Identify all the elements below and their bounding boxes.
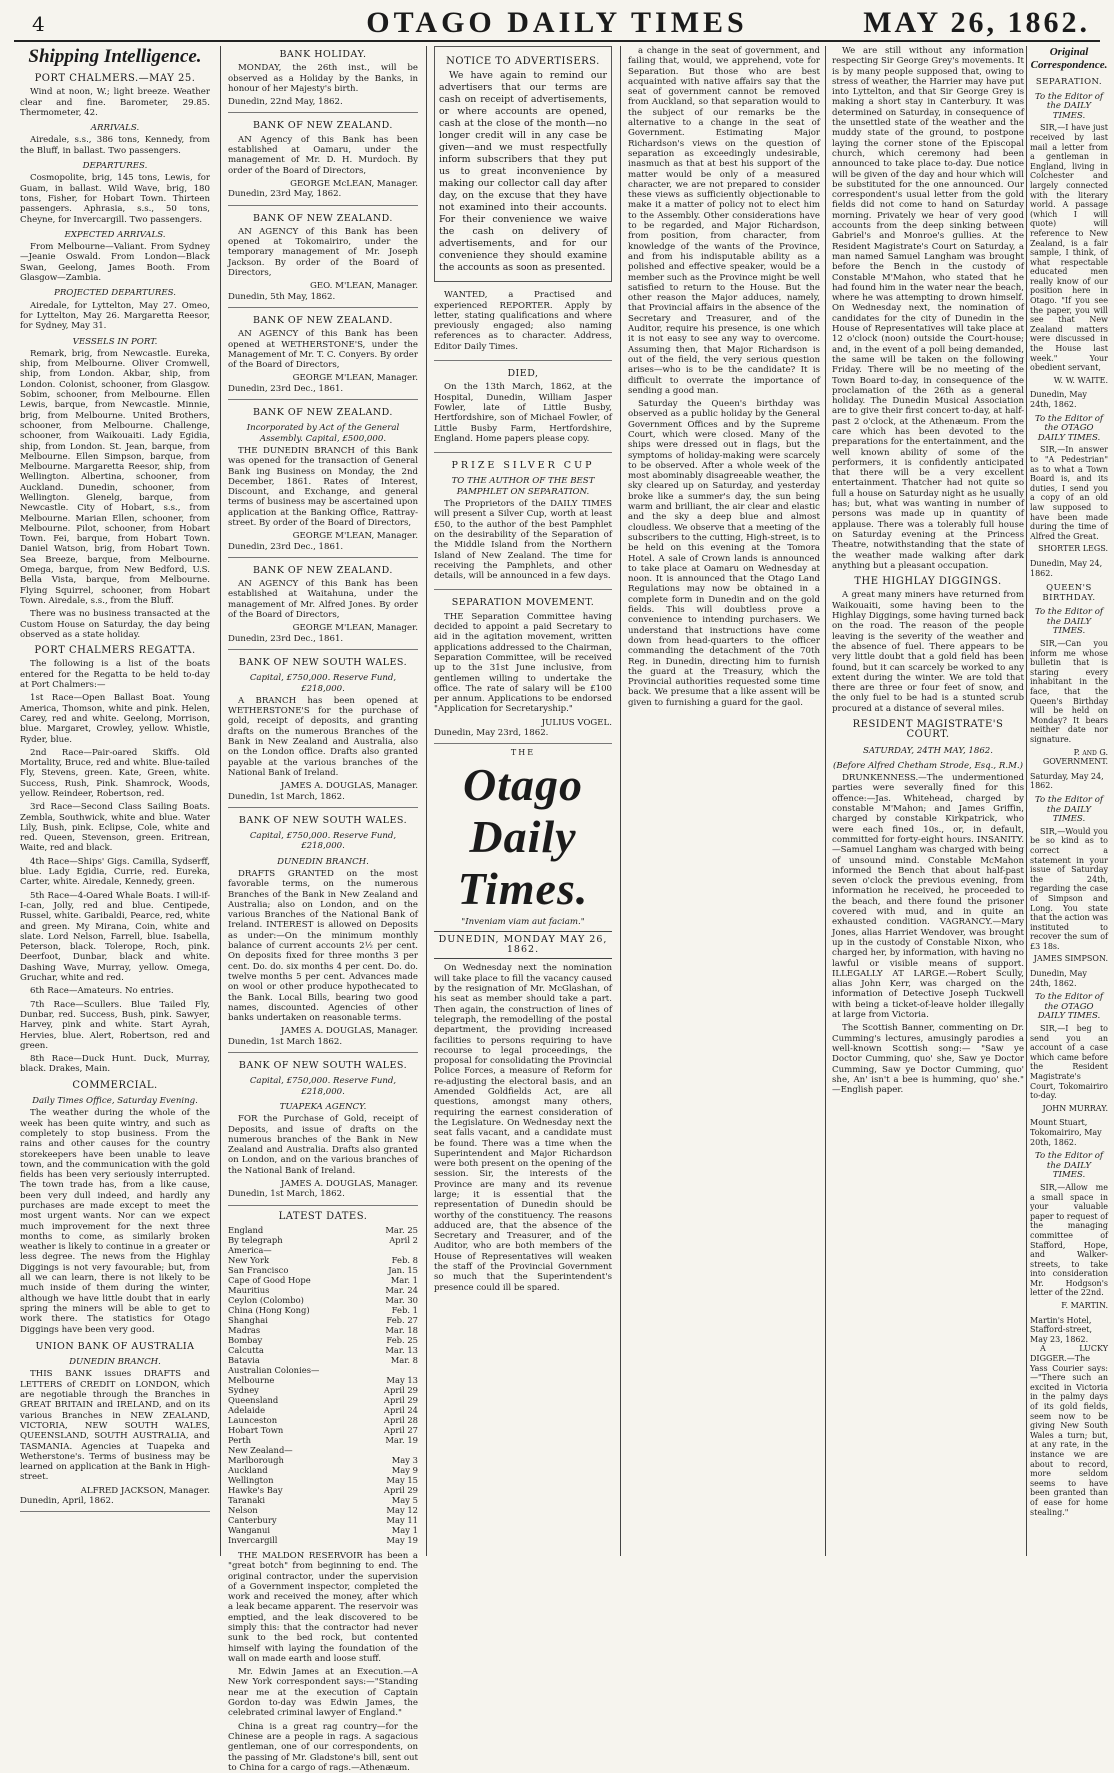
ad-signature: JULIUS VOGEL. xyxy=(541,717,612,728)
latest-dates-row xyxy=(228,1365,418,1375)
letter-address: To the Editor of the OTAGO DAILY TIMES. xyxy=(1034,413,1104,443)
latest-dates-place: Mauritius xyxy=(228,1284,270,1295)
latest-dates-row xyxy=(228,1465,418,1475)
ad-subheading: Capital, £750,000. Reserve Fund, £218,000. xyxy=(249,1076,397,1097)
latest-dates-row xyxy=(228,1385,418,1395)
latest-dates-value xyxy=(366,1445,418,1455)
latest-dates-place: Bombay xyxy=(228,1334,263,1345)
bank-nz-ad xyxy=(228,562,418,650)
latest-dates-row xyxy=(228,1485,418,1495)
latest-dates-row xyxy=(228,1435,418,1445)
latest-dates-row xyxy=(228,1275,418,1285)
prize-text: The Proprietors of the DAILY TIMES will present a Silver Cup, worth at least £50, to the author of the best Pamphlet on the desirability of the Separation of the Middle Island from the Northern Island of New Zealand. The time for receiving the Pamphlets, and other details, will be announced in a few days. xyxy=(434,499,612,582)
race-entry: 1st Race—Open Ballast Boat. Young America, Thomson, white and pink. Helen, Carey, red and white. Geelong, Morrison, blue. Margaret, Crowley, yellow. Whistle, Ryder, blue. xyxy=(20,693,210,745)
column-rule xyxy=(1026,46,1027,1556)
union-bank-ad xyxy=(20,1338,210,1512)
local-news: Saturday the Queen's birthday was observed as a public holiday by the General Government Offices and by the Supreme Court, which were closed. Many of the ships were dressed out in flags, but the symptoms of holiday-making were scarcely to be observed. After a whole week of the most abominably disagreeable weather, the sky cleared up on Saturday, and yesterday broke like a summer's day, the sun being warm and brilliant, the air clear and elastic and the sky a deep blue and almost cloudless. We observe that a meeting of the subscribers to the cutting, High-street, is to be held on this evening at the Tomora Hotel. A sale of Crown lands is announced to take place at Oamaru on Wednesday at noon. It is announced that the Otago Land Regulations may now be obtained in a complete form in Dunedin and on the gold fields. This will doubtless prove a convenience to intending purchasers. We understand that instructions have come down from head-quarters to the officer commanding the detachment of the 70th Reg. in Dunedin, directing him to furnish the guard at the Treasury, which the Provincial authorities requested some time back. We presume that a like assent will be given to furnishing a guard for the gaol. xyxy=(628,399,820,708)
edwin-text: Mr. Edwin James at an Execution.—A New York correspondent says:—"Standing near me at the execution of Captain Gordon to-day was Edwin James, the celebrated criminal lawyer of England." xyxy=(228,1667,418,1719)
latest-dates-row xyxy=(228,1515,418,1525)
race-entry: 8th Race—Duck Hunt. Duck, Murray, black. Drakes, Main. xyxy=(20,1054,210,1075)
letter-date: Mount Stuart, Tokomairiro, May 20th, 1862. xyxy=(1030,1118,1102,1147)
ad-heading: BANK OF NEW SOUTH WALES. xyxy=(238,1060,408,1072)
latest-dates-place: Hawke's Bay xyxy=(228,1484,283,1495)
column-editorial xyxy=(628,46,820,1556)
latest-dates-place: Melbourne xyxy=(228,1374,275,1385)
commercial-heading: COMMERCIAL. xyxy=(72,1079,158,1091)
ad-signature: GEO. M'LEAN, Manager. xyxy=(310,281,418,292)
latest-dates-row xyxy=(228,1295,418,1305)
queens-birthday-heading: QUEEN'S BIRTHDAY. xyxy=(1042,583,1096,603)
ad-subheading: TUAPEKA AGENCY. xyxy=(279,1101,367,1112)
regatta-intro: The following is a list of the boats entered for the Regatta to be held to-day at Port Chalmers:— xyxy=(20,659,210,691)
ad-date: Dunedin, 1st March, 1862. xyxy=(228,1189,345,1200)
ad-text: THE DUNEDIN BRANCH of this Bank was opened for the transaction of General Bank ing Business on Monday, the 2nd December, 1861. Rates of Interest, Discount, and Exchange, and general terms of business may be ascertained upon application at the Banking Office, Rattray-street. By order of the Board of Directors, xyxy=(228,445,418,528)
latest-dates-row xyxy=(228,1405,418,1415)
latest-dates-value: April 27 xyxy=(383,1424,418,1435)
latest-dates-row xyxy=(228,1235,418,1245)
column-notices xyxy=(434,46,612,1556)
bank-nsw-ad xyxy=(228,812,418,1053)
ad-date: Dunedin, May 23rd, 1862. xyxy=(434,727,549,738)
latest-dates-place: Ceylon (Colombo) xyxy=(228,1294,304,1305)
latest-dates-place: Adelaide xyxy=(228,1404,266,1415)
local-news: We are still without any information respecting Sir George Grey's movements. It is by many people supposed that, owing to stress of weather, the Harrier may have put into Lyttelton, and that Sir George Grey is making a short stay in Canterbury. It was determined on Saturday, in consequence of the unsettled state of the weather and the muddy state of the ground, to postpone laying the corner stone of the Episcopal church, which ceremony had been announced to take place to-day. Due notice will be given of the day and hour which will be substituted for the one announced. Our correspondent's usual letter from the gold fields did not come to hand on Saturday morning. Privately we hear of very good accounts from the deep sinking between Gabriel's and Monroe's gullies. At the Resident Magistrate's Court on Saturday, a man named Samuel Langham was brought before the Bench in the custody of Constable M'Mahon, who stated that he had found him in the water near the beach, where he was attempting to drown himself. On Wednesday next, the nomination of candidates for the city of Dunedin in the House of Representatives will take place at 12 o'clock (noon) outside the Court-house; and, in the event of a poll being demanded, the same will be taken on the following Friday. There will be no meeting of the Town Board to-day, in consequence of the proclamation of the 26th as a general holiday. The Dunedin Musical Association are to give their first concert to-day, at half-past 2 o'clock, at the Athenæum. From the care which has been devoted to the preparations for the entertainment, and the well known ability of some of the performers, it is confidently anticipated that there will be a very excellent entertainment. Thatcher had not quite so full a house on Saturday night as he usually has; but, what was wanting in number of persons was made up in quantity of applause. There was a tolerably full house on Saturday evening at the Princess Theatre, notwithstanding that the state of the weather made walking after dark anything but a pleasant occupation. xyxy=(832,46,1024,571)
ad-subheading: Capital, £750,000. Reserve Fund, £218,000. xyxy=(249,673,397,694)
commercial-text: The weather during the whole of the week has been quite wintry, and such as completely to stop business. From the rains and other causes for the country storekeepers have been unable to leave town, and the communication with the gold fields has been very seriously interrupted. The town trade has, from a like cause, been very dull indeed, and hardly any purchases are made except to meet the most urgent wants. Nor can we expect much improvement for the next three months to come, as similarly broken weather is likely to continue in a greater or less degree. The news from the Highlay Diggings is not very favourable; but, from all we can learn, there is not likely to be much inside of them during the winter, although we have little doubt that in early spring the miners will be able to get to work there. The statistics for Otago Diggings have been very good. xyxy=(20,1108,210,1335)
column-rule xyxy=(825,46,826,1556)
died-text: On the 13th March, 1862, at the Hospital, Dunedin, William Jasper Fowler, late of Little Busby, Hertfordshire, son of Michael Fowler, of Little Busby Farm, Hertfordshire, England. Home papers please copy. xyxy=(434,382,612,444)
latest-dates-value: Feb. 25 xyxy=(386,1334,418,1345)
latest-dates-value: Mar. 8 xyxy=(390,1354,418,1365)
letter-signature: F. MARTIN. xyxy=(1061,1301,1108,1311)
vessels-text: Remark, brig, from Newcastle. Eureka, ship, from Melbourne. Oliver Cromwell, ship, from London. Akbar, ship, from London. Colonist, schooner, from Glasgow. Sobim, schooner, from Melbourne. Ellen Lewis, barque, from Newcastle. Minnie, brig, from Melbourne. United Brothers, schooner, from Melbourne. Challenge, schooner, from Waikouaiti. Lady Egidia, ship, from London. St. Jean, barque, from Melbourne. Ellen Simpson, barque, from Melbourne. Margaretta Reesor, ship, from Wellington. Albertina, schooner, from Auckland. Dunedin, schooner, from Wellington. Glenelg, barque, from Newcastle. City of Hobart, s.s., from Melbourne. Marian Ellen, schooner, from Melbourne. Pilot, schooner, from Hobart Town. Fei, barque, from Hobart Town. Daniel Watson, brig, from Hobart Town. Sea Breeze, barque, from Melbourne. Omega, barque, from New Bedford, U.S. Bella Vista, barque, from Melbourne. Flying Squirrel, schooner, from Hobart Town. Airedale, s.s., from the Bluff. xyxy=(20,348,210,606)
newspaper-title: OTAGO DAILY TIMES xyxy=(366,6,748,39)
prize-subheading: TO THE AUTHOR OF THE BEST PAMPHLET ON SEPARATION. xyxy=(451,476,595,497)
letter-address: To the Editor of the OTAGO DAILY TIMES. xyxy=(1034,992,1104,1022)
death-notice xyxy=(434,365,612,453)
latest-dates-row xyxy=(228,1355,418,1365)
column-rule xyxy=(220,46,221,1556)
latest-dates-place: Auckland xyxy=(228,1464,268,1475)
latest-dates-value: May 11 xyxy=(386,1514,418,1525)
departures-text: Cosmopolite, brig, 145 tons, Lewis, for Guam, in ballast. Wild Wave, brig, 180 tons, Fisher, for Hobart Town. Thirteen passengers. Aphrasia, s.s., 50 tons, Cheyne, for Invercargill. Two passengers. xyxy=(20,173,210,225)
column-correspondence xyxy=(1030,46,1108,1556)
ad-heading: BANK OF NEW SOUTH WALES. xyxy=(238,814,408,826)
subheading: ARRIVALS. xyxy=(90,123,140,134)
latest-dates-value: Jan. 15 xyxy=(388,1264,418,1275)
latest-dates-value: May 19 xyxy=(386,1534,418,1545)
arrivals-text: Airedale, s.s., 386 tons, Kennedy, from the Bluff, in ballast. Two passengers. xyxy=(20,135,210,156)
latest-dates-value: May 9 xyxy=(391,1464,418,1475)
ad-signature: ALFRED JACKSON, Manager. xyxy=(80,1485,210,1496)
ad-text: THIS BANK issues DRAFTS and LETTERS of CREDIT on LONDON, which are negotiable through the Branches in GREAT BRITAIN and IRELAND, and on its various Branches in NEW ZEALAND, VICTORIA, NEW SOUTH WALES, QUEENSLAND, SOUTH AUSTRALIA, and TASMANIA. Agencies at Tuapeka and Wetherstone's. Terms of business may be learned on application at the Bank in High-street. xyxy=(20,1369,210,1483)
bank-holiday-ad xyxy=(228,46,418,113)
latest-dates-row xyxy=(228,1255,418,1265)
latest-dates-place: Launceston xyxy=(228,1414,278,1425)
editorial-masthead xyxy=(434,748,612,959)
notice-to-advertisers xyxy=(434,46,612,282)
latest-dates-place: New York xyxy=(228,1254,270,1265)
latest-dates-value: Feb. 27 xyxy=(386,1314,418,1325)
latest-dates-row xyxy=(228,1475,418,1485)
regatta-heading: PORT CHALMERS REGATTA. xyxy=(34,645,196,657)
latest-dates-place: Hobart Town xyxy=(228,1424,284,1435)
notice-text: We have again to remind our advertisers that our terms are cash on receipt of advertisements, or where accounts are opened, cash at the close of the month—no longer credit will in any case be given—and we must respectfully inform subscribers that they put us to great inconvenience by making our collector call day after day, on the excuse that they have not examined into their accounts. For their convenience we waive the cash on delivery of advertisements, and for our convenience they should examine the accounts as soon as presented. xyxy=(439,70,607,274)
ad-date: Dunedin, 22nd May, 1862. xyxy=(228,97,343,108)
letter-address: To the Editor of the DAILY TIMES. xyxy=(1034,607,1104,637)
latest-dates-value: May 3 xyxy=(391,1454,418,1465)
latest-dates-row xyxy=(228,1495,418,1505)
race-entry: 5th Race—4-Oared Whale Boats. I will-if-I-can, Jolly, red and blue. Centipede, Russel, white. Garibaldi, Pearce, red, white and green. My Mirana, Coin, white and slate. Lord Nelson, Farrell, blue. Isabella, Peterson, black. Tolerope, Roch, pink. Deerfoot, Dunbar, black and white. Dashing Wave, Murray, yellow. Omega, Gruchar, white and red. xyxy=(20,890,210,984)
ad-text: AN AGENCY of this Bank has been opened at WETHERSTONE'S, under the Management of Mr. T. C. Conyers. By order of the Board of Directors, xyxy=(228,329,418,371)
latest-dates-value: May 15 xyxy=(386,1474,418,1485)
section-heading: Shipping Intelligence. xyxy=(28,46,202,67)
column-banks xyxy=(228,46,418,1773)
letter-text: SIR,—In answer to "A Pedestrian" as to what a Town Board is, and its duties, I send you a copy of an old law supposed to have been made during the time of Alfred the Great. xyxy=(1030,445,1108,541)
customs-text: There was no business transacted at the Custom House on Saturday, the day being observed as a state holiday. xyxy=(20,609,210,640)
ad-heading: BANK OF NEW ZEALAND. xyxy=(253,564,393,576)
ad-subheading: Capital, £750,000. Reserve Fund, £218,000. xyxy=(249,831,397,852)
latest-dates-value xyxy=(366,1245,418,1255)
race-entry: 7th Race—Scullers. Blue Tailed Fly, Dunbar, red. Success, Bush, pink. Sawyer, Harvey, pink and white. Start Ayrah, Hervies, blue. Alert, Robertson, red and green. xyxy=(20,999,210,1051)
latest-dates-value: May 13 xyxy=(386,1374,418,1385)
editorial-continued: a change in the seat of government, and failing that, would, we apprehend, vote for Separation. But those who are best acquainted with native affairs say that the seat of government cannot be removed from Auckland, so that separation would to the subject of our remarks be the alternative to a change in the seat of Government. Estimating Major Richardson's views on the question of separation as exceedingly undesirable, inasmuch as that at best his support of the matter would be only of a measured character, we are not prepared to consider these views as sufficiently objectionable to make it a matter of policy not to elect him to the Assembly. Other considerations have to be regarded, and Major Richardson, from position, from character, from knowledge of the wants of the Province, and from his indisputable ability as a polished and effective speaker, would be a member such as the Province might be well satisfied to return to the House. But the other reason the Major adduces, namely, that Provincial affairs in the absence of the Secretary and Treasurer, and of the Auditor, require his presence, is one which it is not easy to see any way to overcome. Assuming then, that Major Richardson is out of the field, the very serious question arises—who is to be the candidate? It is difficult to overrate the importance of sending a good man. xyxy=(628,46,820,396)
ad-signature: JAMES A. DOUGLAS, Manager. xyxy=(280,1026,418,1037)
latest-dates-place: Calcutta xyxy=(228,1344,264,1355)
ad-date: Dunedin, 23rd May, 1862. xyxy=(228,189,342,200)
letter-text: SIR,—Can you inform me whose bulletin that is staring every inhabitant in the face, that the Queen's Birthday will be held on Monday? It bears neither date nor signature. xyxy=(1030,639,1108,744)
race-entry: 6th Race—Amateurs. No entries. xyxy=(30,986,174,997)
latest-dates-value: April 29 xyxy=(383,1394,418,1405)
newspaper-logo: Otago Daily Times. xyxy=(457,758,589,914)
latest-dates-value: April 29 xyxy=(383,1484,418,1495)
projected-text: Airedale, for Lyttelton, May 27. Omeo, for Lyttelton, May 26. Margaretta Reesor, for Sydney, May 31. xyxy=(20,300,210,332)
correspondence-heading: Original Correspondence. xyxy=(1030,46,1108,71)
ad-heading: BANK OF NEW ZEALAND. xyxy=(253,120,393,132)
latest-dates-value: Feb. 1 xyxy=(391,1304,418,1315)
ad-heading: BANK OF NEW ZEALAND. xyxy=(253,314,393,326)
highlay-text: A great many miners have returned from Waikouaiti, some having been to the Highlay Diggings, some having turned back on the road. The reason of the people leaving is the severity of the weather and the absence of fuel. There appears to be very little doubt that a gold field has been found, but it can scarcely be worked to any extent during the winter. We are told that there are three or four feet of snow, and the only fuel to be had is a stunted scrub procured at a distance of several miles. xyxy=(832,590,1024,714)
bank-nsw-ad xyxy=(228,654,418,808)
masthead xyxy=(14,4,1100,42)
latest-dates-value: April 28 xyxy=(383,1414,418,1425)
ad-date: Dunedin, 1st March 1862. xyxy=(228,1036,343,1047)
ad-date: Dunedin, 5th May, 1862. xyxy=(228,291,336,302)
notice-heading: NOTICE TO ADVERTISERS. xyxy=(446,56,600,67)
bank-nsw-ad xyxy=(228,1057,418,1206)
latest-dates-value: Mar. 24 xyxy=(385,1284,418,1295)
latest-dates-row xyxy=(228,1305,418,1315)
court-bench: (Before Alfred Chetham Strode, Esq., R.M.) xyxy=(833,760,1023,771)
latest-dates-place: Invercargill xyxy=(228,1534,278,1545)
letter-date: Saturday, May 24, 1862. xyxy=(1030,771,1104,791)
latest-dates-place: By telegraph xyxy=(228,1234,283,1245)
ad-subheading: Incorporated by Act of the General Assembly. Capital, £500,000. xyxy=(246,423,400,444)
separation-heading: SEPARATION MOVEMENT. xyxy=(451,597,595,609)
ad-signature: JAMES A. DOUGLAS, Manager. xyxy=(280,1179,418,1190)
ad-date: Dunedin, 1st March, 1862. xyxy=(228,791,345,802)
separation-text: THE Separation Committee having decided to appoint a paid Secretary to aid in the agitation movement, written applications addressed to the Chairman, Separation Committee, will be received up to the 31st June inclusive, from gentlemen willing to undertake the office. The rate of salary will be £100 per annum. Applications to be endorsed "Application for Secretaryship." xyxy=(434,611,612,715)
column-rule xyxy=(620,46,621,1556)
latest-dates-value: Mar. 13 xyxy=(385,1344,418,1355)
ad-signature: GEORGE McLEAN, Manager. xyxy=(290,178,418,189)
race-entry: 2nd Race—Pair-oared Skiffs. Old Mortality, Bruce, red and white. Blue-tailed Fly, Stevens, green. Kate, Green, white. Success, Rush, Pink. Shamrock, Woods, yellow. Reindeer, Robertson, red. xyxy=(20,747,210,799)
latest-dates-row xyxy=(228,1455,418,1465)
maldon-text: THE MALDON RESERVOIR has been a "great botch" from beginning to end. The original contractor, under the supervision of a Government inspector, completed the work and received the money, after which a leak became apparent. The reservoir was emptied, and the leak discovered to be simply this: that the contractor had never sunk to the bed rock, but contented himself with laying the foundation of the wall on made earth and loose stuff. xyxy=(228,1550,418,1664)
letter-date: Dunedin, May 24, 1862. xyxy=(1030,558,1103,578)
ad-text: AN Agency of this Bank has been established at Oamaru, under the management of Mr. D. H. Murdoch. By order of the Board of Directors, xyxy=(228,134,418,176)
latest-dates-place: Sydney xyxy=(228,1384,259,1395)
letter-date: Martin's Hotel, Stafford-street, May 23, 1862. xyxy=(1030,1315,1092,1344)
ad-signature: GEORGE M'LEAN, Manager. xyxy=(292,531,418,542)
subheading: EXPECTED ARRIVALS. xyxy=(64,229,166,240)
letter-signature: JOHN MURRAY. xyxy=(1042,1103,1108,1113)
ad-date: Dunedin, 23rd Dec., 1861. xyxy=(228,541,344,552)
page-number: 4 xyxy=(32,12,45,36)
subheading: VESSELS IN PORT. xyxy=(72,336,158,347)
ad-text: MONDAY, the 26th inst., will be observed as a Holiday by the Banks, in honour of her Majesty's birth. xyxy=(228,63,418,94)
bank-nz-ad xyxy=(228,210,418,308)
ad-date: Dunedin, 23rd Dec., 1861. xyxy=(228,383,344,394)
race-entry: 4th Race—Ships' Gigs. Camilla, Sydserff, blue. Lady Egidia, Currie, red. Eureka, Carter, white. Airedale, Kennedy, green. xyxy=(20,856,210,888)
ad-text: FOR the Purchase of Gold, receipt of Deposits, and issue of drafts on the numerous branches of the Bank in New Zealand and Australia. Drafts also granted on London, and on the various branches of the National Bank of Ireland. xyxy=(228,1114,418,1176)
court-heading: RESIDENT MAGISTRATE'S COURT. xyxy=(852,719,1004,741)
latest-dates-row xyxy=(228,1525,418,1535)
ad-signature: GEORGE M'LEAN, Manager. xyxy=(292,373,418,384)
wanted-ad xyxy=(434,288,612,361)
latest-dates-value: May 5 xyxy=(391,1494,418,1505)
latest-dates-place: Marlborough xyxy=(228,1454,284,1465)
lucky-digger-text: A LUCKY DIGGER.—The Yass Courier says:—"There such an excited in Victoria in the palmy days of its gold fields, seem now to be giving New South Wales a turn; but, at any rate, in the instance we are about to record, more seldom seems to have been granted than of ease for home stealing." xyxy=(1030,1344,1108,1517)
column-rule xyxy=(426,46,427,1556)
bank-nz-ad xyxy=(228,117,418,205)
latest-dates-row xyxy=(228,1425,418,1435)
latest-dates-place: Wellington xyxy=(228,1474,274,1485)
latest-dates-value: Feb. 8 xyxy=(391,1254,418,1265)
latest-dates-row xyxy=(228,1225,418,1235)
letter-signature: W. W. WAITE. xyxy=(1053,375,1108,385)
ad-heading: BANK OF NEW ZEALAND. xyxy=(253,212,393,224)
letter-text: SIR,—I beg to send you an account of a case which came before the Resident Magistrate's Court, Tokomairiro to-day. xyxy=(1030,1024,1108,1101)
ad-subheading: DUNEDIN BRANCH. xyxy=(277,856,369,867)
subheading: DEPARTURES. xyxy=(82,161,148,172)
ad-text: DRAFTS GRANTED on the most favorable terms, on the numerous Branches of the Bank in New Zealand and Australia; also on London, and on the various Branches of the National Bank of Ireland. INTEREST is allowed on Deposits as under:—On the minimum monthly balance of current accounts 2½ per cent. On deposits fixed for three months 3 per cent. Do. do. six months 4 per cent. Do. do. twelve months 5 per cent. Advances made on wool or other produce hypothecated to the Bank. Local Bills, bearing two good names, discounted. Agencies of other banks undertaken on reasonable terms. xyxy=(228,869,418,1024)
prize-ad xyxy=(434,457,612,590)
latest-dates-value: Mar. 30 xyxy=(385,1294,418,1305)
ad-heading: BANK OF NEW ZEALAND. xyxy=(253,407,393,419)
ad-text: AN AGENCY of this Bank has been established at Waitahuna, under the management of Mr. Alfred Jones. By order of the Board of Directors, xyxy=(228,579,418,621)
ad-text: A BRANCH has been opened at WETHERSTONE'S for the purchase of gold, receipt of deposits, and granting drafts on the numerous Branches of the Bank in New Zealand and Australia, also on the London office. Drafts also granted payable at the various branches of the National Bank of Ireland. xyxy=(228,695,418,778)
latest-dates-place: Madras xyxy=(228,1324,261,1335)
latest-dates-row xyxy=(228,1445,418,1455)
letter-date: Dunedin, May 24th, 1862. xyxy=(1030,969,1087,988)
letter-address: To the Editor of the DAILY TIMES. xyxy=(1034,91,1104,121)
latest-dates-place: Wanganui xyxy=(228,1524,271,1535)
latest-dates-row xyxy=(228,1375,418,1385)
prize-heading: PRIZE SILVER CUP xyxy=(451,460,595,472)
latest-dates-place: Shanghai xyxy=(228,1314,268,1325)
banner-text: The Scottish Banner, commenting on Dr. Cumming's lectures, amusingly parodies a well-known Scottish song:— "Saw ye Doctor Cumming, quo' she, Saw ye Doctor Cumming, Saw ye Doctor Cumming, quo' she, An' isn't a bee is humming, quo' she." —English paper. xyxy=(832,1023,1024,1096)
latest-dates-value: Mar. 25 xyxy=(385,1224,418,1235)
editorial-text: On Wednesday next the nomination will take place to fill the vacancy caused by the resignation of Mr. McGlashan, of his seat as member should take a part. Then again, the construction of lines of telegraph, the remodelling of the postal department, the providing increased facilities to persons requiring to have recourse to legal proceedings, the proposal for consolidating the Provincial Police Forces, a measure of Reform for re-adjusting the electoral basis, and an Amended Goldfields Act, are all questions, amongst many others, requiring the earnest consideration of the Legislature. On Wednesday next the seat falls vacant, and a candidate must be found. There was a time when the Superintendent and Major Richardson were both present on the opening of the session. Sir, the interests of the Province are many and its revenue large; it is essential that the representation of Dunedin should be worthy of the constituency. The reasons adduced are, that the absence of the Secretary and Treasurer, and of the Auditor, who are both members of the House of Representatives will weaken the staff of the Provincial Government so much that the Superintendent's presence could ill be spared. xyxy=(434,963,612,1293)
latest-dates-row xyxy=(228,1395,418,1405)
bank-nz-ad xyxy=(228,404,418,558)
ad-date: Dunedin, April, 1862. xyxy=(20,1496,114,1506)
expected-text: From Melbourne—Valiant. From Sydney—Jeanie Oswald. From London—Black Swan, Geelong, James Booth. From Glasgow—Zambia. xyxy=(20,242,210,284)
died-heading: DIED, xyxy=(507,368,539,380)
letter-text: SIR,—I have just received by last mail a letter from a gentleman in England, living in Colchester and largely connected with the literary world. A passage (which I will quote) will reference to New Zealand, is a fair sample, I think, of what respectable educated men really know of our position here in Otago. "If you see the paper, you will see that New Zealand matters were discussed in the House last week." Your obedient servant, xyxy=(1030,123,1108,373)
latest-dates-row xyxy=(228,1245,418,1255)
latest-dates-value: April 24 xyxy=(383,1404,418,1415)
latest-dates-value: April 2 xyxy=(389,1234,418,1245)
weather-report: Wind at noon, W.; light breeze. Weather clear and fine. Barometer, 29.85. Thermometer, 42. xyxy=(20,87,210,118)
race-entry: 3rd Race—Second Class Sailing Boats. Zembla, Southwick, white and blue. Water Lily, Bush, pink. Eclipse, Cole, white and red. Queen, Stevenson, green. Eritrean, Waite, red and black. xyxy=(20,802,210,854)
latest-dates-row xyxy=(228,1285,418,1295)
wanted-text: WANTED, a Practised and experienced REPORTER. Apply by letter, stating qualifications and where previously engaged; also naming references as to character. Address, Editor Daily Times. xyxy=(434,290,612,352)
latest-dates-value: Mar. 19 xyxy=(385,1434,418,1445)
ad-date: Dunedin, 23rd Dec., 1861. xyxy=(228,633,344,644)
latest-dates-place: Batavia xyxy=(228,1354,260,1365)
latest-dates-value: May 12 xyxy=(386,1504,418,1515)
china-text: China is a great rag country—for the Chinese are a people in rags. A sagacious gentleman, one of our correspondents, on the passing of Mr. Gladstone's bill, sent out to China for a cargo of rags.—Athenæum. xyxy=(228,1721,418,1773)
latest-dates-place: Nelson xyxy=(228,1504,258,1515)
motto: "Inveniam viam aut faciam." xyxy=(461,916,585,927)
latest-dates-table xyxy=(228,1225,418,1545)
court-date: SATURDAY, 24TH MAY, 1862. xyxy=(862,745,994,756)
ad-signature: JAMES A. DOUGLAS, Manager. xyxy=(280,781,418,792)
ad-signature: GEORGE M'LEAN, Manager. xyxy=(292,623,418,634)
ad-heading: BANK OF NEW SOUTH WALES. xyxy=(238,656,408,668)
column-shipping xyxy=(20,46,210,1556)
subheading: PROJECTED DEPARTURES. xyxy=(54,288,176,299)
latest-dates-heading: LATEST DATES. xyxy=(278,1210,368,1222)
latest-dates-place: San Francisco xyxy=(228,1264,289,1275)
letter-text: SIR,—Allow me a small space in your valuable paper to request of the managing committee of Stafford, Hope, and Walker-streets, to take into consideration Mr. Hodgson's letter of the 22nd. xyxy=(1030,1182,1108,1298)
separation-heading: SEPARATION. xyxy=(1035,77,1103,87)
latest-dates-row xyxy=(228,1415,418,1425)
latest-dates-place: Cape of Good Hope xyxy=(228,1274,311,1285)
latest-dates-place: Queensland xyxy=(228,1394,279,1405)
letter-signature: P. and G. GOVERNMENT. xyxy=(1042,747,1108,767)
latest-dates-row xyxy=(228,1335,418,1345)
editorial-dateline: DUNEDIN, MONDAY MAY 26, 1862. xyxy=(434,931,612,960)
latest-dates-place: Taranaki xyxy=(228,1494,266,1505)
latest-dates-place: Australian Colonies— xyxy=(228,1364,320,1375)
latest-dates-place: Perth xyxy=(228,1434,251,1445)
court-text: DRUNKENNESS.—The undermentioned parties were severally fined for this offence:—Jas. Whitehead, charged by constable M'Mahon; and James Griffin, charged by constable Kirkpatrick, who were each fined 10s., or, in default, committed for forty-eight hours. INSANITY.—Samuel Langham was charged with being of unsound mind. Constable McMahon informed the Bench that about half-past seven o'clock the previous evening, from information he received, he proceeded to the beach, and there found the prisoner covered with mud, and in quite an exhausted condition. VAGRANCY.—Mary Jones, alias Harriet Wendover, was brought up in the custody of Constable Nixon, who charged her, by information, with having no lawful or visible means of support. ILLEGALLY AT LARGE.—Robert Scully, alias John Kerr, was charged on the information of Detective Joseph Tuckwell with being a ticket-of-leave holder illegally at large from Victoria. xyxy=(832,773,1024,1021)
latest-dates-value: Mar. 1 xyxy=(390,1274,418,1285)
letter-signature: SHORTER LEGS. xyxy=(1038,544,1108,554)
latest-dates-row xyxy=(228,1345,418,1355)
latest-dates-row xyxy=(228,1505,418,1515)
latest-dates-place: Canterbury xyxy=(228,1514,277,1525)
latest-dates-place: New Zealand— xyxy=(228,1444,293,1455)
latest-dates-place: China (Hong Kong) xyxy=(228,1304,310,1315)
letter-text: SIR,—Would you be so kind as to correct a statement in your issue of Saturday the 24th, regarding the case of Simpson and Long. You state that the action was instituted to recover the sum of £3 18s. xyxy=(1030,826,1108,951)
latest-dates-row xyxy=(228,1265,418,1275)
latest-dates-row xyxy=(228,1325,418,1335)
letter-date: Dunedin, May 24th, 1862. xyxy=(1030,390,1087,409)
latest-dates-place: England xyxy=(228,1224,264,1235)
ad-heading: BANK HOLIDAY. xyxy=(279,49,367,60)
latest-dates-place: America— xyxy=(228,1244,272,1255)
latest-dates-value: Mar. 18 xyxy=(385,1324,418,1335)
ad-text: AN AGENCY of this Bank has been opened at Tokomairiro, under the temporary management of Mr. Joseph Jackson. By order of the Board of Directors, xyxy=(228,226,418,279)
masthead-the: THE xyxy=(510,748,536,758)
issue-date: MAY 26, 1862. xyxy=(863,6,1090,39)
letter-signature: JAMES SIMPSON. xyxy=(1033,954,1108,964)
ad-subheading: DUNEDIN BRANCH. xyxy=(69,1357,161,1368)
latest-dates-value: April 29 xyxy=(383,1384,418,1395)
latest-dates-value xyxy=(366,1365,418,1375)
latest-dates-row xyxy=(228,1535,418,1545)
letter-address: To the Editor of the DAILY TIMES. xyxy=(1034,794,1104,825)
separation-ad xyxy=(434,594,612,744)
port-heading: PORT CHALMERS.—MAY 25. xyxy=(34,73,196,84)
letter-address: To the Editor of the DAILY TIMES. xyxy=(1034,1151,1104,1181)
ad-heading: UNION BANK OF AUSTRALIA xyxy=(35,1340,195,1352)
bank-nz-ad xyxy=(228,312,418,400)
highlay-heading: THE HIGHLAY DIGGINGS. xyxy=(854,576,1002,588)
column-news xyxy=(832,46,1024,1556)
commercial-dateline: Daily Times Office, Saturday Evening. xyxy=(32,1096,198,1107)
latest-dates-row xyxy=(228,1315,418,1325)
latest-dates-value: May 1 xyxy=(391,1524,418,1535)
